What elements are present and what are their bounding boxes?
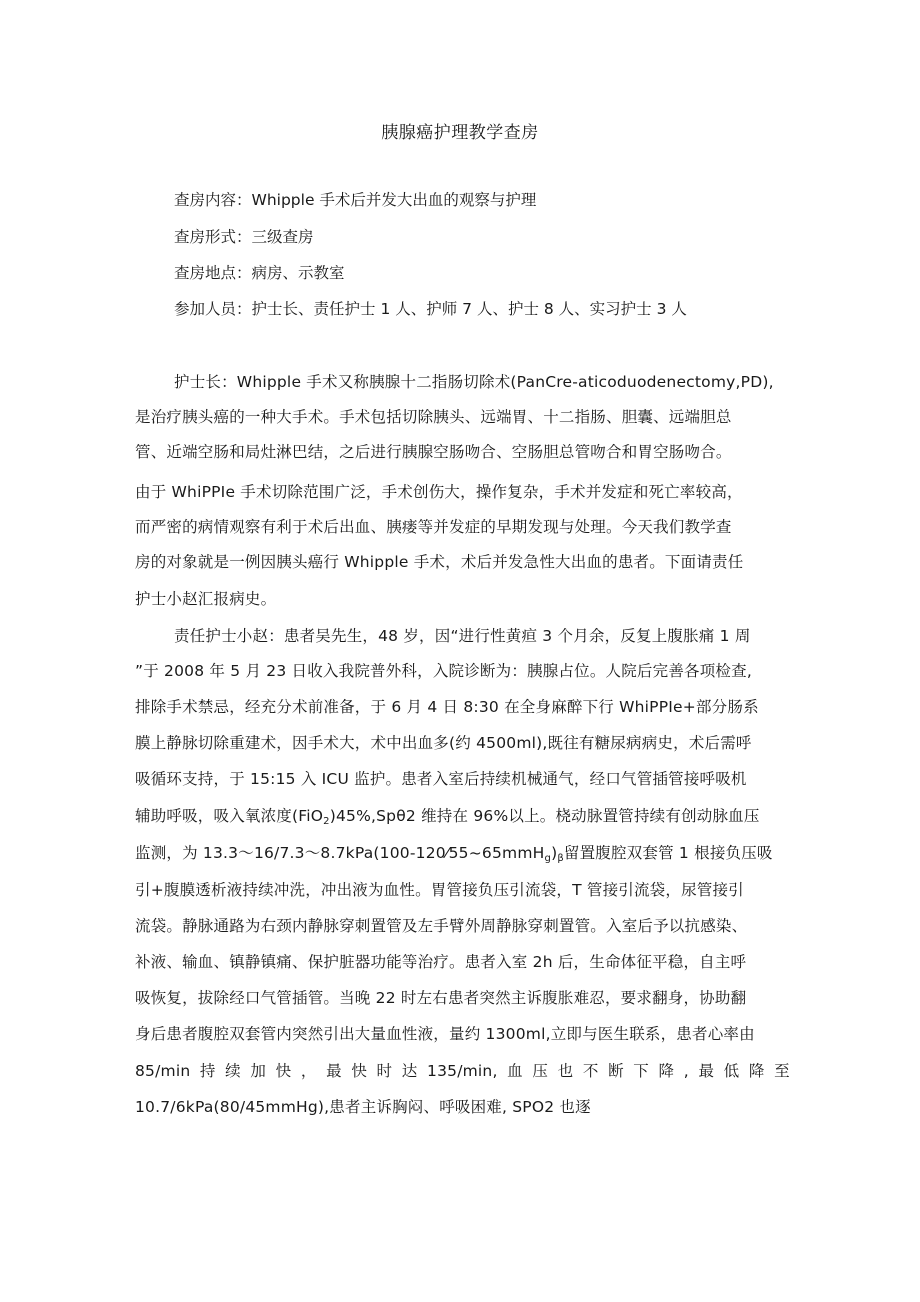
- subscript: 2: [323, 816, 330, 827]
- meta-label: 查房地点：: [174, 264, 252, 282]
- subscript: g: [544, 853, 552, 864]
- paragraph-line: 10.7/6kPa(80/45mmHg),患者主诉胸闷、呼吸困难, SPO2 也逐: [135, 1098, 591, 1116]
- document-title: 胰腺癌护理教学查房: [381, 123, 539, 143]
- word: 至: [774, 1062, 790, 1080]
- word: ,: [683, 1062, 689, 1080]
- paragraph-line: 护士长：Whipple 手术又称胰腺十二指肠切除术(PanCre-aticoduodenectomy,PD),: [174, 373, 774, 391]
- meta-label: 查房形式：: [174, 228, 252, 246]
- paragraph-line: 是治疗胰头癌的一种大手术。手术包括切除胰头、远端胃、十二指肠、胆囊、远端胆总: [135, 408, 732, 426]
- text-segment: 留置腹腔双套管 1 根接负压吸: [563, 844, 773, 862]
- word: 续: [225, 1062, 241, 1080]
- paragraph-line: 护士小赵汇报病史。: [135, 590, 277, 608]
- paragraph-line: 补液、输血、镇静镇痛、保护脏器功能等治疗。患者入室 2h 后，生命体征平稳，自主呼: [135, 953, 747, 971]
- word: 下: [633, 1062, 649, 1080]
- text-segment: 辅助呼吸，吸入氧浓度(FiO: [135, 807, 324, 825]
- word: 断: [608, 1062, 624, 1080]
- word: 最: [698, 1062, 715, 1080]
- paragraph-line: 由于 WhiPPIe 手术切除范围广泛，手术创伤大，操作复杂，手术并发症和死亡率较高，: [135, 483, 743, 501]
- word: 也: [557, 1062, 574, 1080]
- word: 持: [199, 1062, 216, 1080]
- meta-value: Whipple 手术后并发大出血的观察与护理: [251, 191, 537, 209]
- word: 达: [401, 1062, 418, 1080]
- word: 血: [507, 1062, 523, 1080]
- word: 时: [376, 1062, 393, 1080]
- meta-content: [174, 190, 536, 210]
- meta-participants: [174, 299, 687, 319]
- word: ，: [300, 1062, 317, 1080]
- word: 加: [250, 1062, 267, 1080]
- meta-location: [174, 263, 345, 283]
- word: 快: [351, 1062, 368, 1080]
- meta-value: 病房、示教室: [251, 264, 345, 282]
- text-segment: )45%,Spθ2 维持在 96%以上。桡动脉置管持续有创动脉血压: [329, 807, 760, 825]
- meta-value: 护士长、责任护士 1 人、护师 7 人、护士 8 人、实习护士 3 人: [251, 300, 687, 318]
- text-segment: ): [551, 844, 558, 862]
- paragraph-line: 排除手术禁忌，经充分术前准备，于 6 月 4 日 8:30 在全身麻醉下行 WhiPPIe+部分肠系: [135, 698, 759, 716]
- paragraph-line-spread: [135, 1061, 790, 1081]
- paragraph-line: 而严密的病情观察有利于术后出血、胰瘘等并发症的早期发现与处理。今天我们教学查: [135, 518, 732, 536]
- paragraph-line: 膜上静脉切除重建术，因手术大，术中出血多(约 4500ml),既往有糖尿病病史，术后需呼: [135, 734, 752, 752]
- word: 压: [532, 1062, 549, 1080]
- word: 85/min: [135, 1062, 191, 1080]
- paragraph-line: [135, 806, 790, 832]
- word: 降: [658, 1062, 675, 1080]
- paragraph-line: 流袋。静脉通路为右颈内静脉穿刺置管及左手臂外周静脉穿刺置管。入室后予以抗感染、: [135, 917, 748, 935]
- paragraph-line: 引+腹膜透析液持续冲洗，冲出液为血性。胃管接负压引流袋，T 管接引流袋，尿管接引: [135, 881, 744, 899]
- paragraph-line: 吸循环支持，于 15:15 入 ICU 监护。患者入室后持续机械通气，经口气管插管接呼吸机: [135, 770, 747, 788]
- word: 降: [748, 1062, 765, 1080]
- paragraph-line: 管、近端空肠和局灶淋巴结，之后进行胰腺空肠吻合、空肠胆总管吻合和胃空肠吻合。: [135, 443, 732, 461]
- subscript: β: [557, 853, 564, 864]
- paragraph-line: 吸恢复，拔除经口气管插管。当晚 22 时左右患者突然主诉腹胀难忍，要求翻身，协助翻: [135, 989, 747, 1007]
- paragraph-line: 身后患者腹腔双套管内突然引出大量血性液，量约 1300ml,立即与医生联系，患者心率由: [135, 1025, 755, 1043]
- word: 快: [275, 1062, 292, 1080]
- meta-format: [174, 227, 314, 247]
- paragraph-line: 责任护士小赵：患者吴先生，48 岁，因“进行性黄疸 3 个月余，反复上腹胀痛 1 周: [174, 627, 751, 645]
- word: 最: [326, 1062, 342, 1080]
- word: 135/min,: [427, 1062, 498, 1080]
- paragraph-line: ”于 2008 年 5 月 23 日收入我院普外科，入院诊断为：胰腺占位。人院后完善各项检查,: [135, 662, 752, 680]
- meta-label: 参加人员：: [174, 300, 252, 318]
- meta-value: 三级查房: [251, 228, 314, 246]
- paragraph-line: [135, 843, 790, 869]
- meta-label: 查房内容：: [174, 191, 252, 209]
- word: 低: [723, 1062, 740, 1080]
- word: 不: [582, 1062, 599, 1080]
- text-segment: 监测，为 13.3～16/7.3～8.7kPa(100-120⁄55~65mmH: [135, 844, 545, 862]
- paragraph-line: 房的对象就是一例因胰头癌行 Whipple 手术，术后并发急性大出血的患者。下面请责任: [135, 553, 744, 571]
